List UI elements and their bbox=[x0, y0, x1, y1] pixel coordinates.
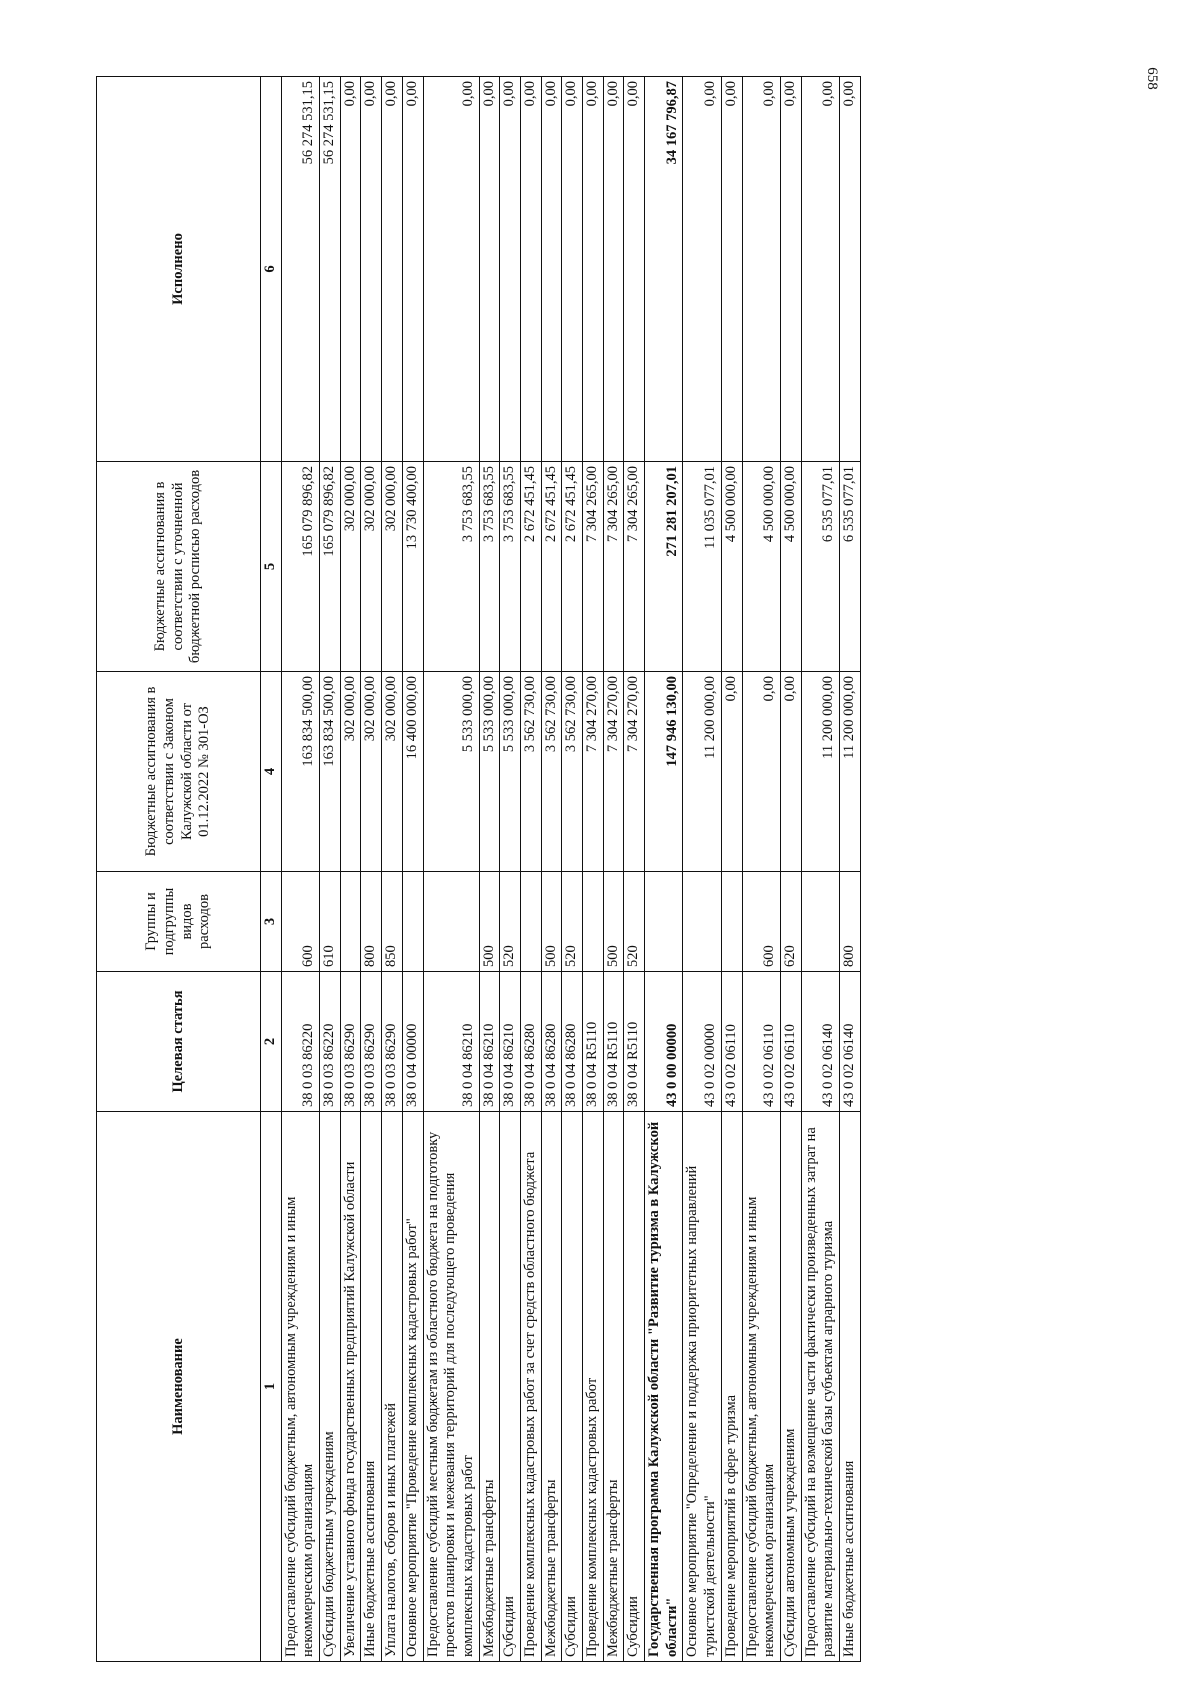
table-row bbox=[402, 77, 423, 1662]
row-roster-amount: 2 672 451,45 bbox=[562, 462, 583, 672]
row-target-code: 43 0 02 00000 bbox=[683, 972, 721, 1112]
row-target-code: 38 0 03 86220 bbox=[281, 972, 319, 1112]
row-roster-amount: 165 079 896,82 bbox=[320, 462, 341, 672]
row-roster-amount: 4 500 000,00 bbox=[742, 462, 780, 672]
row-executed-amount: 0,00 bbox=[683, 77, 721, 462]
row-law-amount: 11 200 000,00 bbox=[683, 672, 721, 872]
row-target-code: 38 0 04 86210 bbox=[500, 972, 521, 1112]
row-expense-group: 800 bbox=[361, 872, 382, 972]
row-law-amount: 3 562 730,00 bbox=[541, 672, 562, 872]
row-roster-amount: 4 500 000,00 bbox=[721, 462, 742, 672]
row-executed-amount: 0,00 bbox=[541, 77, 562, 462]
column-number: 5 bbox=[261, 462, 282, 672]
row-target-code: 38 0 03 86290 bbox=[382, 972, 403, 1112]
row-target-code: 38 0 04 86280 bbox=[562, 972, 583, 1112]
table-row bbox=[721, 77, 742, 1662]
row-executed-amount: 0,00 bbox=[361, 77, 382, 462]
row-executed-amount: 0,00 bbox=[742, 77, 780, 462]
row-law-amount: 302 000,00 bbox=[361, 672, 382, 872]
header-done: Исполнено bbox=[97, 77, 261, 462]
table-row bbox=[583, 77, 604, 1662]
row-law-amount: 3 562 730,00 bbox=[562, 672, 583, 872]
row-expense-group: 600 bbox=[281, 872, 319, 972]
row-roster-amount: 7 304 265,00 bbox=[624, 462, 645, 672]
row-target-code: 38 0 04 R5110 bbox=[603, 972, 624, 1112]
row-roster-amount: 2 672 451,45 bbox=[520, 462, 541, 672]
table-row bbox=[500, 77, 521, 1662]
table-row bbox=[479, 77, 500, 1662]
table-row bbox=[340, 77, 361, 1662]
row-executed-amount: 0,00 bbox=[423, 77, 479, 462]
row-roster-amount: 3 753 683,55 bbox=[479, 462, 500, 672]
row-expense-group: 500 bbox=[541, 872, 562, 972]
row-target-code: 38 0 03 86290 bbox=[340, 972, 361, 1112]
table-row bbox=[281, 77, 319, 1662]
row-law-amount: 3 562 730,00 bbox=[520, 672, 541, 872]
row-name: Субсидии бюджетным учреждениям bbox=[320, 1112, 341, 1662]
row-executed-amount: 0,00 bbox=[562, 77, 583, 462]
row-law-amount: 7 304 270,00 bbox=[624, 672, 645, 872]
header-code: Целевая статья bbox=[97, 972, 261, 1112]
row-target-code: 43 0 02 06110 bbox=[721, 972, 742, 1112]
row-expense-group bbox=[520, 872, 541, 972]
table-row bbox=[562, 77, 583, 1662]
column-number: 3 bbox=[261, 872, 282, 972]
row-executed-amount: 0,00 bbox=[603, 77, 624, 462]
row-expense-group bbox=[645, 872, 683, 972]
row-target-code: 38 0 04 86210 bbox=[479, 972, 500, 1112]
row-name: Проведение комплексных кадастровых работ за счет средств областного бюджета bbox=[520, 1112, 541, 1662]
row-name: Межбюджетные трансферты bbox=[603, 1112, 624, 1662]
row-name: Уплата налогов, сборов и иных платежей bbox=[382, 1112, 403, 1662]
row-target-code: 43 0 02 06140 bbox=[839, 972, 860, 1112]
table-row bbox=[603, 77, 624, 1662]
column-number: 1 bbox=[261, 1112, 282, 1662]
row-law-amount: 147 946 130,00 bbox=[645, 672, 683, 872]
row-name: Субсидии автономным учреждениям bbox=[780, 1112, 801, 1662]
row-roster-amount: 6 535 077,01 bbox=[839, 462, 860, 672]
row-law-amount: 7 304 270,00 bbox=[603, 672, 624, 872]
row-name: Иные бюджетные ассигнования bbox=[361, 1112, 382, 1662]
row-law-amount: 163 834 500,00 bbox=[281, 672, 319, 872]
row-name: Основное мероприятие "Проведение комплексных кадастровых работ" bbox=[402, 1112, 423, 1662]
header-group: Группы и подгруппы видов расходов bbox=[97, 872, 261, 972]
row-target-code: 43 0 02 06110 bbox=[742, 972, 780, 1112]
row-law-amount: 163 834 500,00 bbox=[320, 672, 341, 872]
row-executed-amount: 0,00 bbox=[839, 77, 860, 462]
row-law-amount: 5 533 000,00 bbox=[423, 672, 479, 872]
row-law-amount: 302 000,00 bbox=[340, 672, 361, 872]
row-target-code: 43 0 02 06110 bbox=[780, 972, 801, 1112]
row-expense-group: 600 bbox=[742, 872, 780, 972]
row-expense-group: 500 bbox=[603, 872, 624, 972]
row-executed-amount: 0,00 bbox=[780, 77, 801, 462]
row-target-code: 38 0 04 86280 bbox=[541, 972, 562, 1112]
table-row bbox=[801, 77, 839, 1662]
row-executed-amount: 0,00 bbox=[382, 77, 403, 462]
row-expense-group bbox=[801, 872, 839, 972]
row-executed-amount: 0,00 bbox=[583, 77, 604, 462]
column-number: 6 bbox=[261, 77, 282, 462]
row-executed-amount: 0,00 bbox=[500, 77, 521, 462]
row-name: Межбюджетные трансферты bbox=[541, 1112, 562, 1662]
table-row bbox=[683, 77, 721, 1662]
row-target-code: 38 0 04 86210 bbox=[423, 972, 479, 1112]
row-expense-group: 520 bbox=[624, 872, 645, 972]
row-law-amount: 5 533 000,00 bbox=[500, 672, 521, 872]
row-name: Государственная программа Калужской области "Развитие туризма в Калужской области" bbox=[645, 1112, 683, 1662]
row-name: Межбюджетные трансферты bbox=[479, 1112, 500, 1662]
row-target-code: 38 0 04 00000 bbox=[402, 972, 423, 1112]
row-executed-amount: 56 274 531,15 bbox=[281, 77, 319, 462]
row-expense-group: 500 bbox=[479, 872, 500, 972]
row-law-amount: 11 200 000,00 bbox=[839, 672, 860, 872]
row-expense-group: 800 bbox=[839, 872, 860, 972]
row-roster-amount: 7 304 265,00 bbox=[603, 462, 624, 672]
row-law-amount: 11 200 000,00 bbox=[801, 672, 839, 872]
row-expense-group: 520 bbox=[562, 872, 583, 972]
row-law-amount: 7 304 270,00 bbox=[583, 672, 604, 872]
row-target-code: 38 0 04 R5110 bbox=[624, 972, 645, 1112]
rotated-sheet bbox=[96, 77, 1100, 1662]
row-roster-amount: 302 000,00 bbox=[361, 462, 382, 672]
table-body bbox=[281, 77, 860, 1662]
row-name: Предоставление субсидий бюджетным, автономным учреждениям и иным некоммерческим организациям bbox=[742, 1112, 780, 1662]
table-row bbox=[541, 77, 562, 1662]
row-expense-group bbox=[423, 872, 479, 972]
row-executed-amount: 0,00 bbox=[624, 77, 645, 462]
column-number-row bbox=[261, 77, 282, 1662]
row-roster-amount: 165 079 896,82 bbox=[281, 462, 319, 672]
row-executed-amount: 34 167 796,87 bbox=[645, 77, 683, 462]
row-expense-group bbox=[683, 872, 721, 972]
row-expense-group: 520 bbox=[500, 872, 521, 972]
table-row bbox=[423, 77, 479, 1662]
column-number: 2 bbox=[261, 972, 282, 1112]
row-name: Предоставление субсидий бюджетным, автономным учреждениям и иным некоммерческим организациям bbox=[281, 1112, 319, 1662]
row-name: Увеличение уставного фонда государственных предприятий Калужской области bbox=[340, 1112, 361, 1662]
header-law: Бюджетные ассигнования в соответствии с Законом Калужской области от 01.12.2022 № 301-ОЗ bbox=[97, 672, 261, 872]
row-roster-amount: 13 730 400,00 bbox=[402, 462, 423, 672]
row-roster-amount: 302 000,00 bbox=[382, 462, 403, 672]
table-row bbox=[320, 77, 341, 1662]
table-row bbox=[780, 77, 801, 1662]
row-executed-amount: 0,00 bbox=[520, 77, 541, 462]
table-row bbox=[520, 77, 541, 1662]
row-executed-amount: 0,00 bbox=[721, 77, 742, 462]
row-roster-amount: 3 753 683,55 bbox=[500, 462, 521, 672]
row-roster-amount: 11 035 077,01 bbox=[683, 462, 721, 672]
column-number: 4 bbox=[261, 672, 282, 872]
table-row bbox=[742, 77, 780, 1662]
row-expense-group: 620 bbox=[780, 872, 801, 972]
header-name: Наименование bbox=[97, 1112, 261, 1662]
row-name: Иные бюджетные ассигнования bbox=[839, 1112, 860, 1662]
row-target-code: 43 0 00 00000 bbox=[645, 972, 683, 1112]
row-target-code: 38 0 04 R5110 bbox=[583, 972, 604, 1112]
header-roster: Бюджетные ассигнования в соответствии с уточненной бюджетной росписью расходов bbox=[97, 462, 261, 672]
row-target-code: 38 0 03 86220 bbox=[320, 972, 341, 1112]
row-law-amount: 5 533 000,00 bbox=[479, 672, 500, 872]
row-roster-amount: 3 753 683,55 bbox=[423, 462, 479, 672]
row-roster-amount: 6 535 077,01 bbox=[801, 462, 839, 672]
row-executed-amount: 0,00 bbox=[479, 77, 500, 462]
row-target-code: 43 0 02 06140 bbox=[801, 972, 839, 1112]
row-expense-group: 850 bbox=[382, 872, 403, 972]
row-name: Субсидии bbox=[500, 1112, 521, 1662]
page-number: 658 bbox=[1143, 67, 1160, 90]
row-law-amount: 16 400 000,00 bbox=[402, 672, 423, 872]
row-expense-group: 610 bbox=[320, 872, 341, 972]
table-row bbox=[382, 77, 403, 1662]
row-name: Проведение комплексных кадастровых работ bbox=[583, 1112, 604, 1662]
table-row bbox=[624, 77, 645, 1662]
row-law-amount: 0,00 bbox=[721, 672, 742, 872]
row-executed-amount: 0,00 bbox=[402, 77, 423, 462]
row-name: Проведение мероприятий в сфере туризма bbox=[721, 1112, 742, 1662]
row-law-amount: 0,00 bbox=[780, 672, 801, 872]
row-expense-group bbox=[340, 872, 361, 972]
table-row bbox=[645, 77, 683, 1662]
row-roster-amount: 4 500 000,00 bbox=[780, 462, 801, 672]
row-law-amount: 302 000,00 bbox=[382, 672, 403, 872]
row-executed-amount: 0,00 bbox=[801, 77, 839, 462]
row-roster-amount: 302 000,00 bbox=[340, 462, 361, 672]
row-target-code: 38 0 04 86280 bbox=[520, 972, 541, 1112]
row-executed-amount: 56 274 531,15 bbox=[320, 77, 341, 462]
row-law-amount: 0,00 bbox=[742, 672, 780, 872]
row-name: Предоставление субсидий на возмещение части фактически произведенных затрат на развитие материально-технической базы субъектам аграрного туризма bbox=[801, 1112, 839, 1662]
row-expense-group bbox=[583, 872, 604, 972]
row-expense-group bbox=[721, 872, 742, 972]
row-target-code: 38 0 03 86290 bbox=[361, 972, 382, 1112]
row-name: Основное мероприятие "Определение и поддержка приоритетных направлений туристской деятельности" bbox=[683, 1112, 721, 1662]
row-executed-amount: 0,00 bbox=[340, 77, 361, 462]
row-name: Субсидии bbox=[562, 1112, 583, 1662]
table-row bbox=[839, 77, 860, 1662]
row-roster-amount: 271 281 207,01 bbox=[645, 462, 683, 672]
row-roster-amount: 2 672 451,45 bbox=[541, 462, 562, 672]
table-row bbox=[361, 77, 382, 1662]
header-row bbox=[97, 77, 261, 1662]
row-name: Субсидии bbox=[624, 1112, 645, 1662]
row-name: Предоставление субсидий местным бюджетам из областного бюджета на подготовку проектов планировки и межевания территорий для последующего проведения комплексных кадастровых работ bbox=[423, 1112, 479, 1662]
row-expense-group bbox=[402, 872, 423, 972]
row-roster-amount: 7 304 265,00 bbox=[583, 462, 604, 672]
budget-table bbox=[96, 76, 861, 1662]
